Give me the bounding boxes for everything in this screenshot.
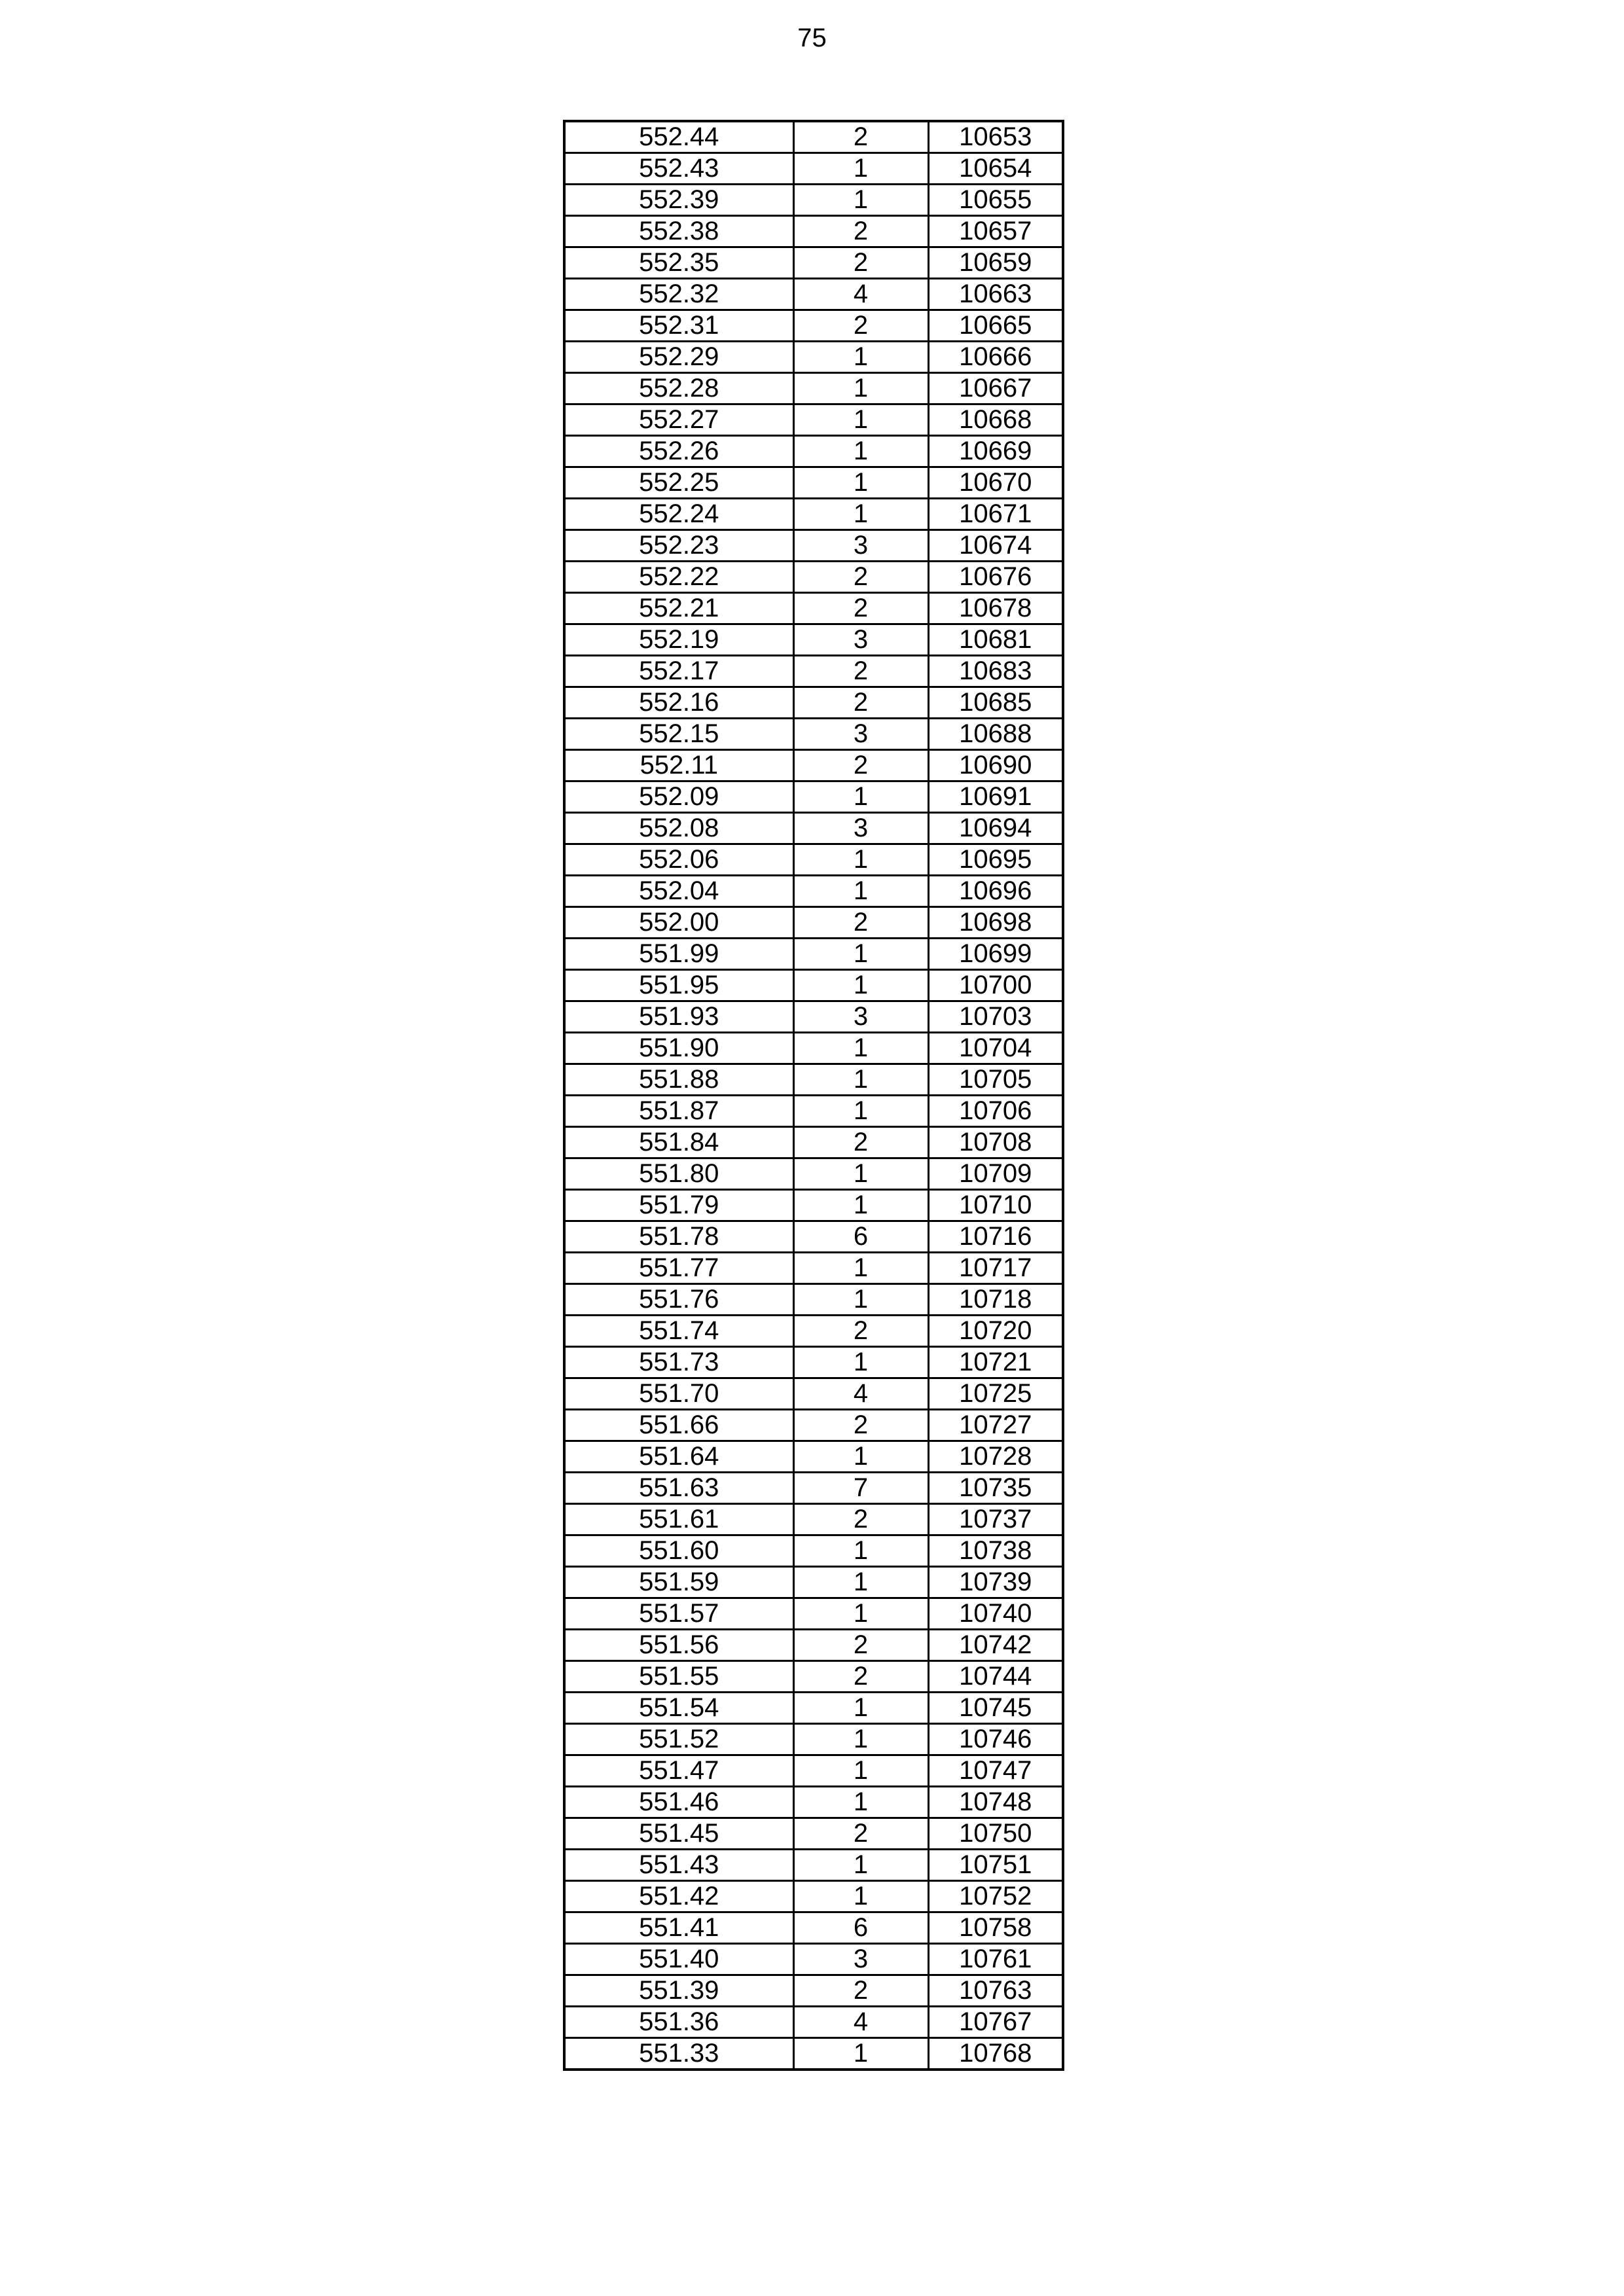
count-cell: 1	[793, 1567, 928, 1598]
count-cell: 1	[793, 844, 928, 876]
cumulative-cell: 10710	[928, 1190, 1063, 1221]
value-cell: 552.15	[564, 719, 793, 750]
value-cell: 551.46	[564, 1787, 793, 1818]
cumulative-cell: 10665	[928, 310, 1063, 342]
value-cell: 552.35	[564, 247, 793, 279]
count-cell: 2	[793, 562, 928, 593]
value-cell: 552.24	[564, 499, 793, 530]
cumulative-cell: 10653	[928, 121, 1063, 153]
table-row	[564, 185, 1063, 216]
count-cell: 1	[793, 1190, 928, 1221]
cumulative-cell: 10683	[928, 656, 1063, 687]
cumulative-cell: 10700	[928, 970, 1063, 1001]
cumulative-cell: 10725	[928, 1378, 1063, 1410]
table-row	[564, 1127, 1063, 1158]
cumulative-cell: 10709	[928, 1158, 1063, 1190]
cumulative-cell: 10663	[928, 279, 1063, 310]
count-cell: 4	[793, 2007, 928, 2038]
cumulative-cell: 10748	[928, 1787, 1063, 1818]
table-row	[564, 1064, 1063, 1096]
table-row	[564, 153, 1063, 185]
count-cell: 2	[793, 1630, 928, 1661]
count-cell: 1	[793, 153, 928, 185]
value-cell: 552.39	[564, 185, 793, 216]
count-cell: 1	[793, 1787, 928, 1818]
count-cell: 2	[793, 1975, 928, 2007]
table-row	[564, 1096, 1063, 1127]
count-cell: 2	[793, 1818, 928, 1850]
value-cell: 551.57	[564, 1598, 793, 1630]
table-row	[564, 1881, 1063, 1912]
value-cell: 551.73	[564, 1347, 793, 1378]
value-cell: 551.88	[564, 1064, 793, 1096]
table-row	[564, 530, 1063, 562]
value-cell: 551.76	[564, 1284, 793, 1316]
value-cell: 551.55	[564, 1661, 793, 1693]
cumulative-cell: 10738	[928, 1535, 1063, 1567]
table-row	[564, 1253, 1063, 1284]
cumulative-cell: 10742	[928, 1630, 1063, 1661]
value-cell: 551.79	[564, 1190, 793, 1221]
cumulative-cell: 10688	[928, 719, 1063, 750]
cumulative-cell: 10691	[928, 781, 1063, 813]
cumulative-cell: 10727	[928, 1410, 1063, 1441]
value-cell: 551.87	[564, 1096, 793, 1127]
cumulative-cell: 10737	[928, 1504, 1063, 1535]
value-cell: 552.04	[564, 876, 793, 907]
cumulative-cell: 10716	[928, 1221, 1063, 1253]
value-cell: 551.56	[564, 1630, 793, 1661]
count-cell: 1	[793, 1724, 928, 1755]
value-cell: 551.41	[564, 1912, 793, 1944]
cumulative-cell: 10654	[928, 153, 1063, 185]
value-cell: 552.27	[564, 404, 793, 436]
value-cell: 552.06	[564, 844, 793, 876]
cumulative-cell: 10706	[928, 1096, 1063, 1127]
table-row	[564, 813, 1063, 844]
table-row	[564, 1504, 1063, 1535]
cumulative-cell: 10681	[928, 624, 1063, 656]
table-row	[564, 1410, 1063, 1441]
count-cell: 2	[793, 216, 928, 247]
count-cell: 2	[793, 656, 928, 687]
table-row	[564, 1755, 1063, 1787]
count-cell: 1	[793, 1284, 928, 1316]
cumulative-cell: 10718	[928, 1284, 1063, 1316]
table-row	[564, 1693, 1063, 1724]
table-row	[564, 1912, 1063, 1944]
cumulative-cell: 10666	[928, 342, 1063, 373]
value-cell: 552.09	[564, 781, 793, 813]
table-row	[564, 1944, 1063, 1975]
value-cell: 551.39	[564, 1975, 793, 2007]
value-cell: 551.33	[564, 2038, 793, 2070]
value-cell: 552.08	[564, 813, 793, 844]
value-cell: 551.77	[564, 1253, 793, 1284]
count-cell: 1	[793, 939, 928, 970]
count-cell: 1	[793, 1441, 928, 1473]
table-row	[564, 373, 1063, 404]
value-cell: 552.28	[564, 373, 793, 404]
value-cell: 552.23	[564, 530, 793, 562]
table-row	[564, 404, 1063, 436]
value-cell: 552.44	[564, 121, 793, 153]
table-body	[564, 121, 1063, 2070]
value-cell: 552.21	[564, 593, 793, 624]
table-row	[564, 1158, 1063, 1190]
cumulative-cell: 10698	[928, 907, 1063, 939]
cumulative-cell: 10744	[928, 1661, 1063, 1693]
value-cell: 552.31	[564, 310, 793, 342]
count-cell: 1	[793, 499, 928, 530]
value-cell: 551.45	[564, 1818, 793, 1850]
count-cell: 1	[793, 1755, 928, 1787]
table-row	[564, 342, 1063, 373]
table-row	[564, 624, 1063, 656]
cumulative-cell: 10694	[928, 813, 1063, 844]
table-row	[564, 1787, 1063, 1818]
value-cell: 551.40	[564, 1944, 793, 1975]
count-cell: 6	[793, 1221, 928, 1253]
cumulative-cell: 10667	[928, 373, 1063, 404]
cumulative-cell: 10752	[928, 1881, 1063, 1912]
table-row	[564, 1567, 1063, 1598]
count-cell: 1	[793, 1535, 928, 1567]
table-row	[564, 687, 1063, 719]
cumulative-cell: 10670	[928, 467, 1063, 499]
cumulative-cell: 10728	[928, 1441, 1063, 1473]
cumulative-cell: 10735	[928, 1473, 1063, 1504]
cumulative-cell: 10695	[928, 844, 1063, 876]
table-row	[564, 1441, 1063, 1473]
value-cell: 551.61	[564, 1504, 793, 1535]
table-row	[564, 562, 1063, 593]
count-cell: 1	[793, 342, 928, 373]
value-cell: 551.52	[564, 1724, 793, 1755]
table-row	[564, 279, 1063, 310]
count-cell: 1	[793, 1693, 928, 1724]
count-cell: 1	[793, 1158, 928, 1190]
table-row	[564, 499, 1063, 530]
value-cell: 551.60	[564, 1535, 793, 1567]
count-cell: 1	[793, 1850, 928, 1881]
value-cell: 551.64	[564, 1441, 793, 1473]
count-cell: 3	[793, 719, 928, 750]
count-cell: 3	[793, 813, 928, 844]
count-cell: 2	[793, 1661, 928, 1693]
cumulative-cell: 10758	[928, 1912, 1063, 1944]
count-cell: 4	[793, 279, 928, 310]
cumulative-cell: 10705	[928, 1064, 1063, 1096]
cumulative-cell: 10690	[928, 750, 1063, 781]
count-cell: 3	[793, 530, 928, 562]
table-row	[564, 1535, 1063, 1567]
count-cell: 1	[793, 373, 928, 404]
table-row	[564, 907, 1063, 939]
cumulative-cell: 10717	[928, 1253, 1063, 1284]
table-row	[564, 1724, 1063, 1755]
table-row	[564, 2038, 1063, 2070]
table-row	[564, 1316, 1063, 1347]
value-cell: 552.43	[564, 153, 793, 185]
value-cell: 552.26	[564, 436, 793, 467]
table-row	[564, 656, 1063, 687]
table-row	[564, 970, 1063, 1001]
value-cell: 551.59	[564, 1567, 793, 1598]
count-cell: 1	[793, 1347, 928, 1378]
table-row	[564, 719, 1063, 750]
value-cell: 551.66	[564, 1410, 793, 1441]
table-row	[564, 750, 1063, 781]
count-cell: 2	[793, 1127, 928, 1158]
count-cell: 1	[793, 1881, 928, 1912]
value-cell: 552.16	[564, 687, 793, 719]
count-cell: 2	[793, 310, 928, 342]
table-row	[564, 310, 1063, 342]
value-cell: 552.00	[564, 907, 793, 939]
count-cell: 6	[793, 1912, 928, 1944]
cumulative-cell: 10668	[928, 404, 1063, 436]
value-cell: 551.43	[564, 1850, 793, 1881]
count-cell: 1	[793, 970, 928, 1001]
count-cell: 2	[793, 247, 928, 279]
table-row	[564, 216, 1063, 247]
count-cell: 2	[793, 1504, 928, 1535]
table-row	[564, 247, 1063, 279]
table-row	[564, 1378, 1063, 1410]
count-cell: 1	[793, 781, 928, 813]
count-cell: 3	[793, 624, 928, 656]
count-cell: 2	[793, 1316, 928, 1347]
cumulative-cell: 10708	[928, 1127, 1063, 1158]
table-row	[564, 1033, 1063, 1064]
cumulative-cell: 10751	[928, 1850, 1063, 1881]
count-cell: 1	[793, 1598, 928, 1630]
count-cell: 1	[793, 876, 928, 907]
table-row	[564, 844, 1063, 876]
table-row	[564, 1001, 1063, 1033]
cumulative-cell: 10671	[928, 499, 1063, 530]
cumulative-cell: 10763	[928, 1975, 1063, 2007]
cumulative-cell: 10761	[928, 1944, 1063, 1975]
count-cell: 1	[793, 1064, 928, 1096]
value-cell: 551.47	[564, 1755, 793, 1787]
cumulative-cell: 10767	[928, 2007, 1063, 2038]
cumulative-cell: 10745	[928, 1693, 1063, 1724]
count-cell: 2	[793, 593, 928, 624]
count-cell: 2	[793, 1410, 928, 1441]
value-cell: 551.74	[564, 1316, 793, 1347]
value-cell: 551.78	[564, 1221, 793, 1253]
count-cell: 3	[793, 1944, 928, 1975]
table-row	[564, 2007, 1063, 2038]
value-cell: 552.11	[564, 750, 793, 781]
value-cell: 551.54	[564, 1693, 793, 1724]
value-cell: 551.63	[564, 1473, 793, 1504]
count-cell: 1	[793, 185, 928, 216]
value-cell: 552.38	[564, 216, 793, 247]
count-cell: 7	[793, 1473, 928, 1504]
table-row	[564, 1190, 1063, 1221]
count-cell: 2	[793, 750, 928, 781]
count-cell: 1	[793, 436, 928, 467]
table-row	[564, 1850, 1063, 1881]
table-row	[564, 1221, 1063, 1253]
table-row	[564, 436, 1063, 467]
value-cell: 552.22	[564, 562, 793, 593]
cumulative-cell: 10657	[928, 216, 1063, 247]
count-cell: 3	[793, 1001, 928, 1033]
cumulative-cell: 10678	[928, 593, 1063, 624]
cumulative-cell: 10669	[928, 436, 1063, 467]
count-cell: 2	[793, 687, 928, 719]
value-cell: 552.32	[564, 279, 793, 310]
cumulative-cell: 10699	[928, 939, 1063, 970]
value-cell: 552.29	[564, 342, 793, 373]
cumulative-cell: 10739	[928, 1567, 1063, 1598]
count-cell: 1	[793, 404, 928, 436]
cumulative-cell: 10746	[928, 1724, 1063, 1755]
value-cell: 552.25	[564, 467, 793, 499]
data-table	[563, 120, 1064, 2071]
value-cell: 551.42	[564, 1881, 793, 1912]
cumulative-cell: 10676	[928, 562, 1063, 593]
count-cell: 1	[793, 467, 928, 499]
cumulative-cell: 10750	[928, 1818, 1063, 1850]
table-row	[564, 121, 1063, 153]
cumulative-cell: 10659	[928, 247, 1063, 279]
count-cell: 1	[793, 1253, 928, 1284]
count-cell: 1	[793, 2038, 928, 2070]
value-cell: 551.95	[564, 970, 793, 1001]
count-cell: 2	[793, 121, 928, 153]
table-row	[564, 1818, 1063, 1850]
value-cell: 551.99	[564, 939, 793, 970]
table-row	[564, 1975, 1063, 2007]
page-number: 75	[797, 24, 827, 52]
value-cell: 552.19	[564, 624, 793, 656]
cumulative-cell: 10696	[928, 876, 1063, 907]
table-row	[564, 1661, 1063, 1693]
value-cell: 551.36	[564, 2007, 793, 2038]
table-row	[564, 1347, 1063, 1378]
value-cell: 551.90	[564, 1033, 793, 1064]
cumulative-cell: 10740	[928, 1598, 1063, 1630]
cumulative-cell: 10674	[928, 530, 1063, 562]
table-row	[564, 1473, 1063, 1504]
cumulative-cell: 10747	[928, 1755, 1063, 1787]
cumulative-cell: 10655	[928, 185, 1063, 216]
table-row	[564, 1284, 1063, 1316]
table-row	[564, 593, 1063, 624]
table-row	[564, 1598, 1063, 1630]
cumulative-cell: 10685	[928, 687, 1063, 719]
value-cell: 551.80	[564, 1158, 793, 1190]
count-cell: 2	[793, 907, 928, 939]
count-cell: 1	[793, 1096, 928, 1127]
cumulative-cell: 10768	[928, 2038, 1063, 2070]
table-row	[564, 781, 1063, 813]
value-cell: 551.84	[564, 1127, 793, 1158]
cumulative-cell: 10703	[928, 1001, 1063, 1033]
table-row	[564, 939, 1063, 970]
value-cell: 552.17	[564, 656, 793, 687]
cumulative-cell: 10720	[928, 1316, 1063, 1347]
value-cell: 551.70	[564, 1378, 793, 1410]
table-row	[564, 1630, 1063, 1661]
table-row	[564, 876, 1063, 907]
cumulative-cell: 10704	[928, 1033, 1063, 1064]
table-row	[564, 467, 1063, 499]
cumulative-cell: 10721	[928, 1347, 1063, 1378]
count-cell: 1	[793, 1033, 928, 1064]
count-cell: 4	[793, 1378, 928, 1410]
value-cell: 551.93	[564, 1001, 793, 1033]
